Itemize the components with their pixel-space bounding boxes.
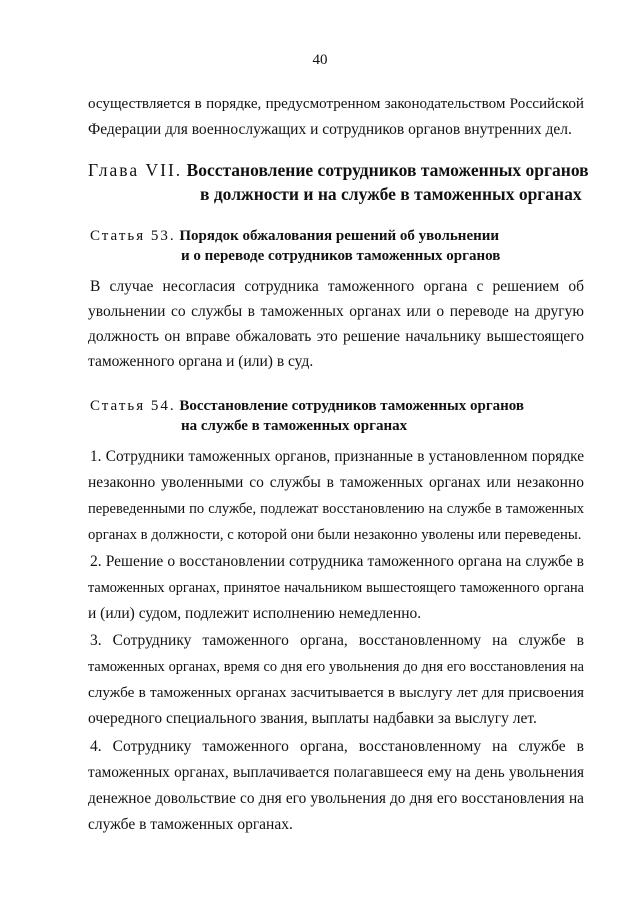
text-line: 3. Сотруднику таможенного органа, восстановленному на службе в (90, 632, 584, 649)
text-line: очередного специального звания, выплаты надбавки за выслугу лет. (88, 710, 537, 727)
text-line: и (или) судом, подлежит исполнению немедленно. (88, 605, 422, 622)
text-line: таможенных органах, принятое начальником вышестоящего таможенного органа (88, 580, 584, 596)
text-line: таможенного органа и (или) в суд. (88, 353, 314, 370)
article-53-heading (90, 226, 499, 246)
text-line: увольнении со службы в таможенных органах или о переводе на другую (88, 303, 584, 320)
text-line: переведенными по службе, подлежат восстановлению на службе в таможенных (88, 501, 584, 517)
text-line: таможенных органах, время со дня его увольнения до дня его восстановления на (88, 659, 584, 675)
text-line: должность он вправе обжаловать это решение начальнику вышестоящего (88, 328, 584, 345)
article-54-heading (90, 396, 524, 416)
chapter-heading (88, 158, 589, 182)
text-line: службе в таможенных органах засчитывается в выслугу лет для присвоения (88, 684, 584, 701)
text-line: денежное довольствие со дня его увольнения до дня его восстановления на (88, 790, 584, 807)
text-line: таможенных органах, выплачивается полагавшееся ему на день увольнения (88, 764, 584, 781)
article-53-title-line-2: и о переводе сотрудников таможенных органов (181, 248, 501, 264)
article-53-label: Статья 53. (90, 228, 176, 244)
text-line: Федерации для военнослужащих и сотрудников органов внутренних дел. (88, 121, 572, 138)
article-53-title-line-1: Порядок обжалования решений об увольнении (179, 228, 500, 244)
text-line: службе в таможенных органах. (88, 816, 293, 833)
text-line: 2. Решение о восстановлении сотрудника таможенного органа на службе в (90, 553, 584, 570)
text-line: незаконно уволенными со службы в таможенных органах или незаконно (88, 474, 584, 491)
chapter-heading-line-2 (200, 182, 584, 206)
article-54-title-line-1: Восстановление сотрудников таможенных органов (179, 398, 524, 414)
text-line: органах в должности, с которой они были незаконно уволены или переведены. (88, 527, 582, 543)
chapter-title-line-2: в должности и на службе в таможенных органах (200, 184, 582, 204)
text-line: В случае несогласия сотрудника таможенного органа с решением об (90, 278, 584, 295)
article-54-title-line-2: на службе в таможенных органах (181, 418, 408, 434)
text-line: 1. Сотрудники таможенных органов, признанные в установленном порядке (90, 448, 584, 465)
article-54-label: Статья 54. (90, 398, 176, 414)
text-line: осуществляется в порядке, предусмотренном законодательством Российской (88, 96, 584, 112)
page-number: 40 (312, 52, 328, 68)
chapter-label: Глава VII. (88, 160, 183, 180)
text-line: 4. Сотруднику таможенного органа, восстановленному на службе в (90, 738, 584, 755)
chapter-title-line-1: Восстановление сотрудников таможенных органов (186, 160, 589, 180)
